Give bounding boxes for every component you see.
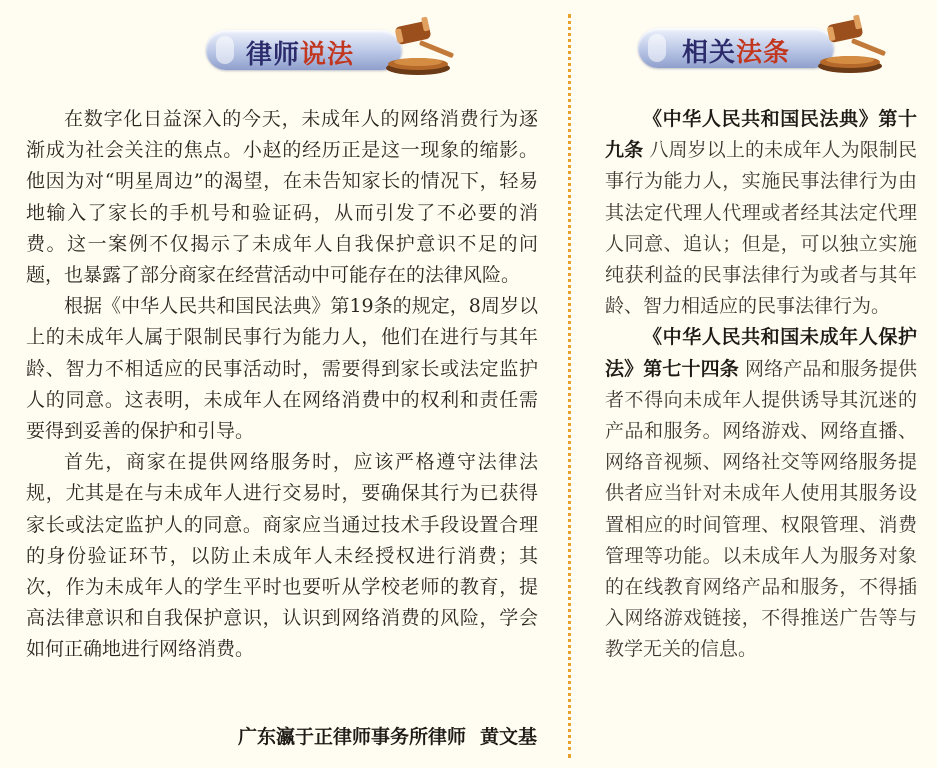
article-paragraph: 根据《中华人民共和国民法典》第19条的规定，8周岁以上的未成年人属于限制民事行为能力人，他们在进行与其年龄、智力不相适应的民事活动时，需要得到家长或法定监护人的同意。这表明，未成年人在网络消费中的权利和责任需要得到妥善的保护和引导。	[26, 295, 538, 443]
author-byline	[238, 722, 537, 749]
article-paragraph: 在数字化日益深入的今天，未成年人的网络消费行为逐渐成为社会关注的焦点。小赵的经历正是这一现象的缩影。他因为对“明星周边”的渴望，在未告知家长的情况下，轻易地输入了家长的手机号和验证码，从而引发了不必要的消费。这一案例不仅揭示了未成年人自我保护意识不足的问题，也暴露了部分商家在经营活动中可能存在的法律风险。	[26, 108, 538, 287]
law-article	[605, 322, 917, 665]
byline-name: 黄文基	[479, 726, 537, 748]
related-laws-title: 相关法条	[682, 38, 791, 68]
lawyer-commentary-article	[26, 104, 538, 666]
law-article	[605, 104, 917, 322]
column-divider	[568, 14, 571, 758]
related-laws-list	[605, 104, 917, 666]
law-article-body: 网络产品和服务提供者不得向未成年人提供诱导其沉迷的产品和服务。网络游戏、网络直播、网络音视频、网络社交等网络服务提供者应当针对未成年人使用其服务设置相应的时间管理、权限管理、消费管理等功能。以未成年人为服务对象的在线教育网络产品和服务，不得插入网络游戏链接，不得推送广告等与教学无关的信息。	[605, 357, 917, 661]
gavel-icon	[814, 12, 894, 80]
law-article-body: 八周岁以上的未成年人为限制民事行为能力人，实施民事法律行为由其法定代理人代理或者经其法定代理人同意、追认；但是，可以独立实施纯获利益的民事法律行为或者与其年龄、智力相适应的民事法律行为。	[605, 139, 917, 318]
lawyer-says-banner	[206, 14, 466, 74]
byline-org: 广东瀛于正律师事务所律师	[237, 726, 466, 748]
article-paragraph: 首先，商家在提供网络服务时，应该严格遵守法律法规，尤其是在与未成年人进行交易时，要确保其行为已获得家长或法定监护人的同意。商家应当通过技术手段设置合理的身份验证环节，以防止未成年人未经授权进行消费；其次，作为未成年人的学生平时也要听从学校老师的教育，提高法律意识和自我保护意识，认识到网络消费的风险，学会如何正确地进行网络消费。	[26, 451, 538, 661]
lawyer-says-title: 律师说法	[246, 40, 355, 70]
related-laws-banner	[638, 12, 898, 72]
law-article-heading: 《中华人民共和国未成年人保护法》第七十四条	[605, 326, 917, 380]
law-article-heading: 《中华人民共和国民法典》第十九条	[605, 108, 917, 162]
gavel-icon	[382, 14, 462, 82]
